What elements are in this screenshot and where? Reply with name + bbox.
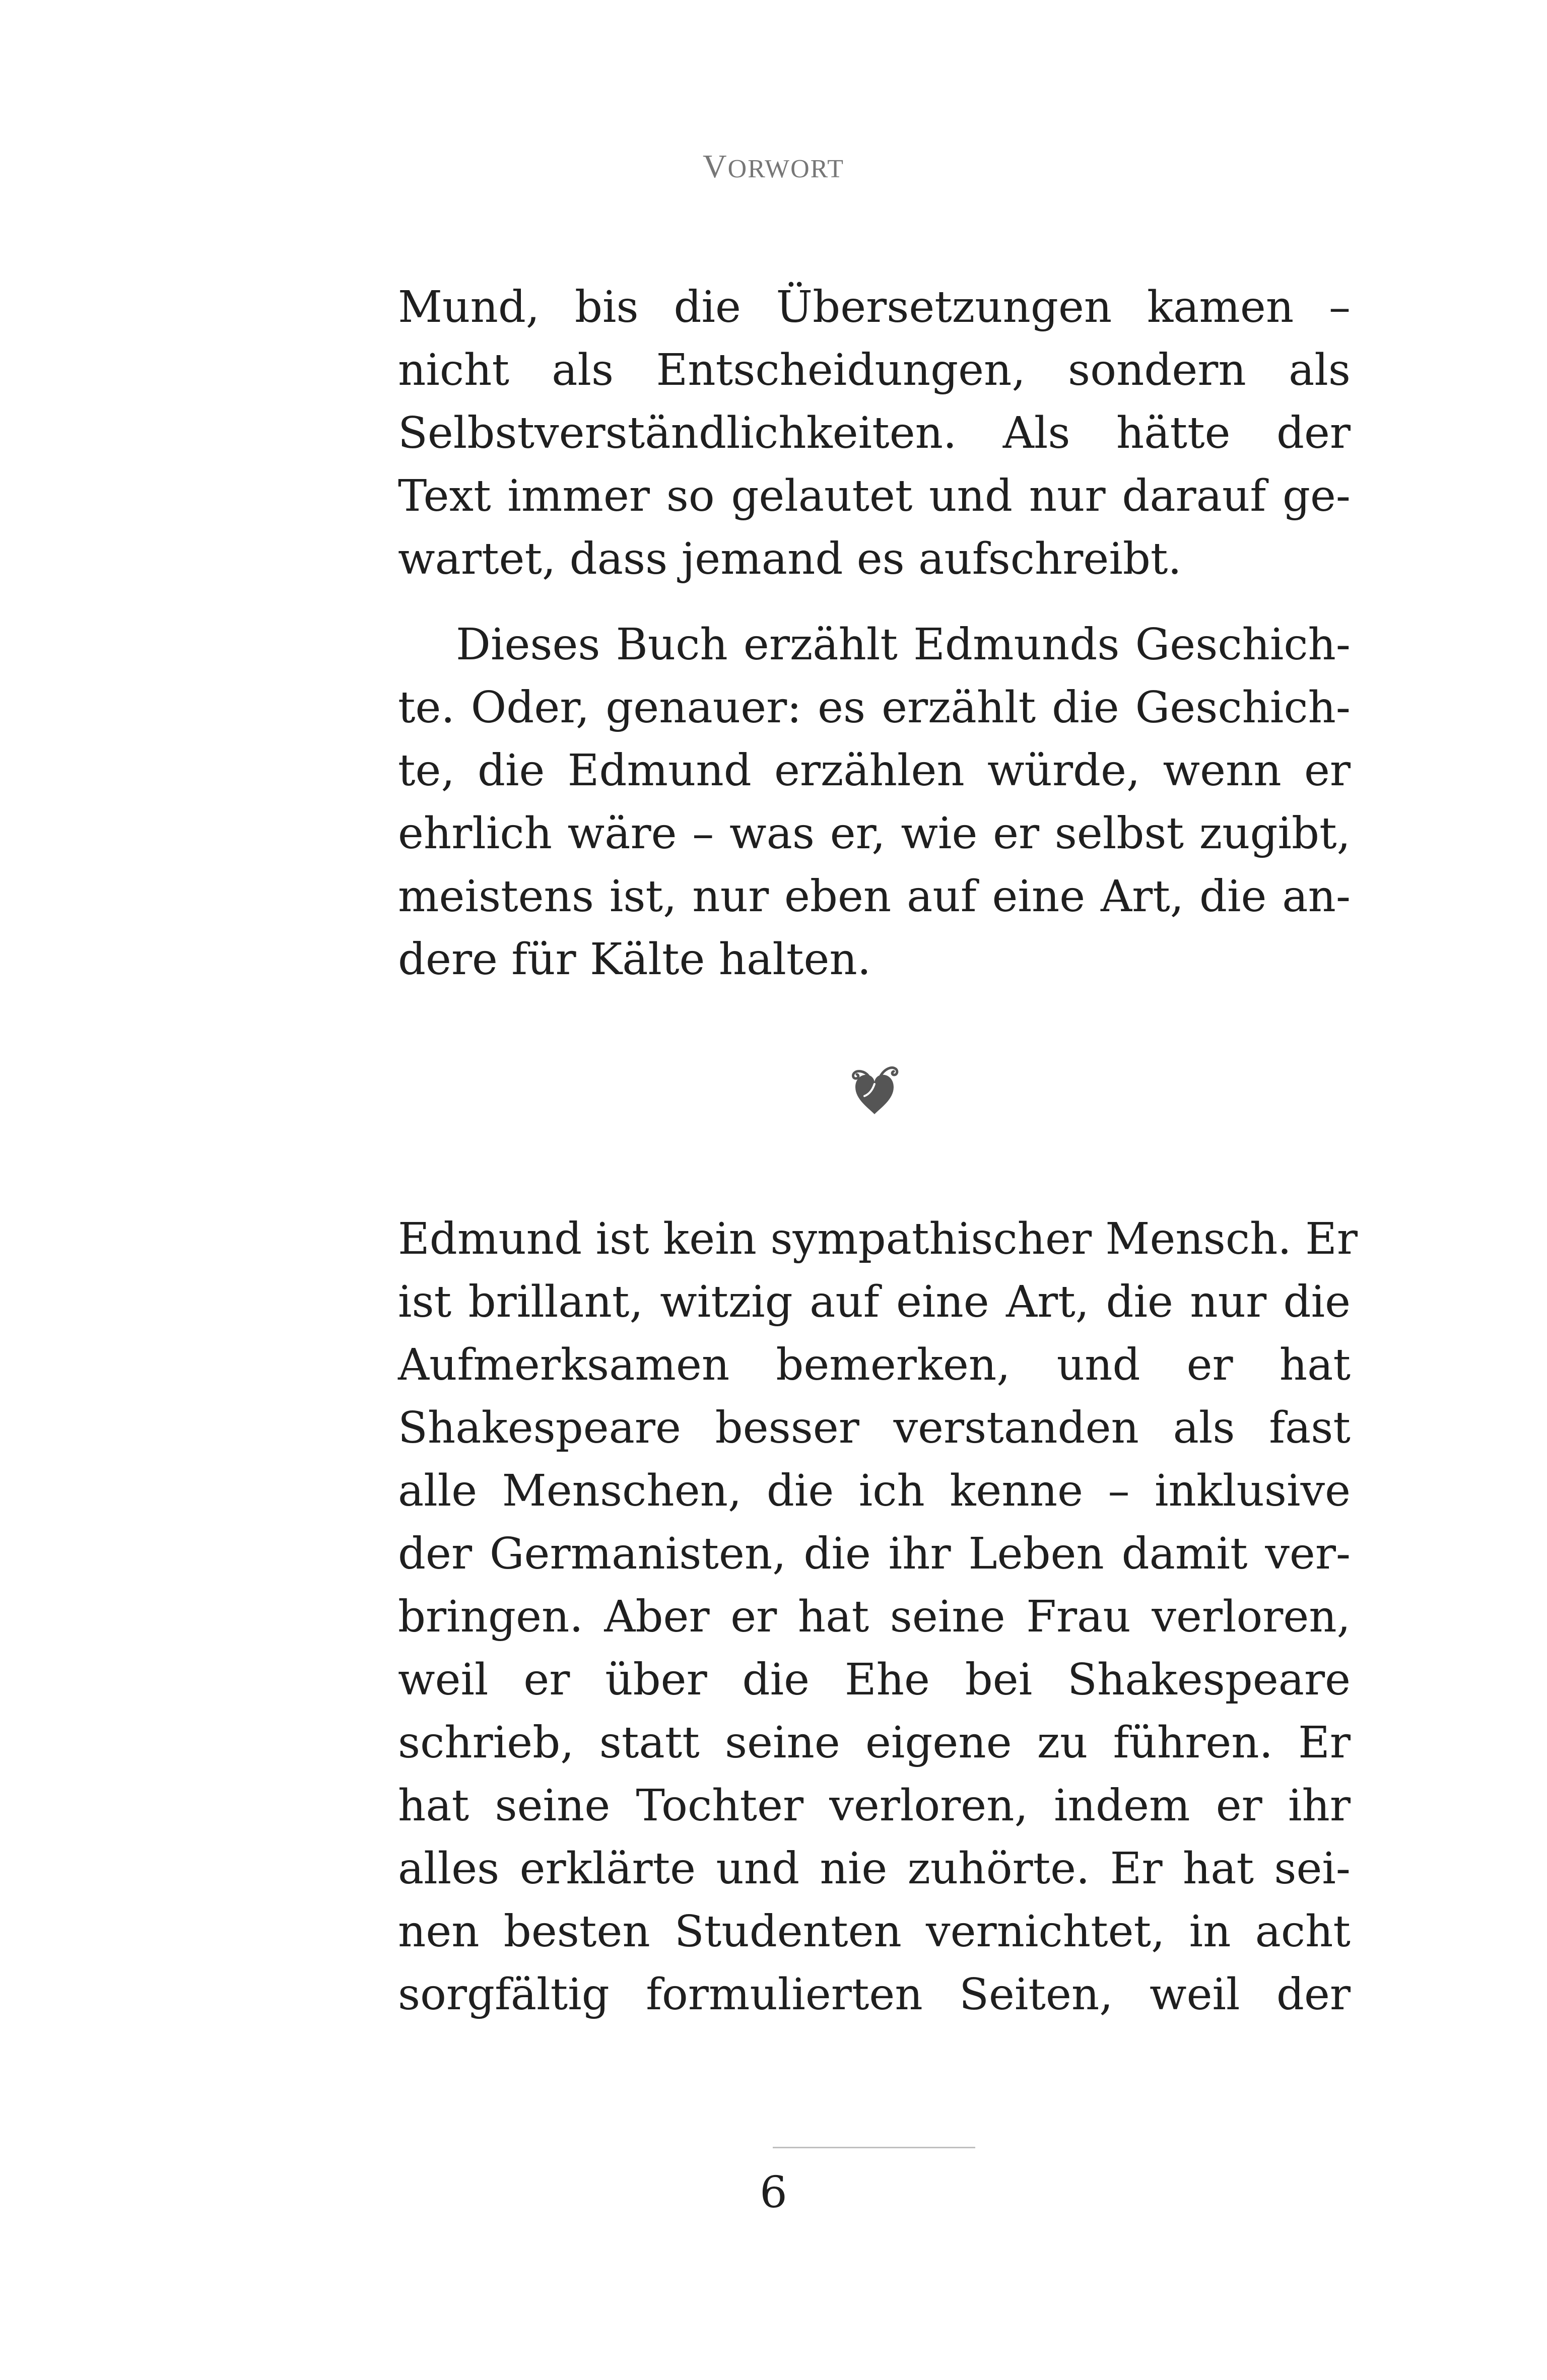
paragraph-line: Aufmerksamen bemerken, und er hat — [398, 1340, 1351, 1390]
paragraph-line: nen besten Studenten vernichtet, in acht — [398, 1907, 1351, 1957]
paragraph-1 — [398, 276, 1351, 591]
paragraph-line: te. Oder, genauer: es erzählt die Geschich- — [398, 683, 1351, 733]
paragraph-line: schrieb, statt seine eigene zu führen. Er — [398, 1718, 1351, 1768]
paragraph-line: Text immer so gelautet und nur darauf ge- — [398, 471, 1351, 521]
paragraph-line: nicht als Entscheidungen, sondern als — [398, 345, 1351, 395]
paragraph-line: Selbstverständlichkeiten. Als hätte der — [398, 408, 1351, 458]
paragraph-line: dere für Kälte halten. — [398, 934, 871, 985]
paragraph-line: alle Menschen, die ich kenne – inklusive — [398, 1466, 1351, 1516]
paragraph-2 — [398, 614, 1351, 991]
running-head-rest: ORWORT — [727, 155, 844, 183]
paragraph-3 — [398, 1208, 1358, 2026]
paragraph-line: bringen. Aber er hat seine Frau verloren, — [398, 1592, 1351, 1642]
paragraph-line: der Germanisten, die ihr Leben damit ver- — [398, 1529, 1351, 1579]
paragraph-line: meistens ist, nur eben auf eine Art, die an- — [398, 871, 1351, 922]
fleuron-heart-shape — [855, 1075, 894, 1114]
paragraph-line: ehrlich wäre – was er, wie er selbst zugibt, — [398, 808, 1351, 859]
paragraph-line: te, die Edmund erzählen würde, wenn er — [398, 745, 1351, 796]
fleuron-right-tendril — [881, 1068, 897, 1076]
paragraph-line: alles erklärte und nie zuhörte. Er hat sei- — [398, 1844, 1351, 1894]
running-head — [0, 150, 1547, 183]
page-number: 6 — [760, 2167, 787, 2218]
paragraph-line: Mund, bis die Übersetzungen kamen – — [398, 282, 1351, 332]
paragraph-line: hat seine Tochter verloren, indem er ihr — [398, 1781, 1351, 1831]
paragraph-line: wartet, dass jemand es aufschreibt. — [398, 534, 1182, 584]
folio-divider — [773, 2147, 975, 2148]
paragraph-line: Shakespeare besser verstanden als fast — [398, 1403, 1351, 1453]
paragraph-line: sorgfältig formulierten Seiten, weil der — [398, 1969, 1351, 2020]
paragraph-line: ist brillant, witzig auf eine Art, die nur die — [398, 1277, 1351, 1327]
paragraph-line: weil er über die Ehe bei Shakespeare — [398, 1655, 1351, 1705]
paragraph-line: Dieses Buch erzählt Edmunds Geschich- — [456, 620, 1351, 670]
paragraph-line: Edmund ist kein sympathischer Mensch. Er — [398, 1214, 1358, 1264]
fleuron-heart-svg — [849, 1062, 900, 1117]
fleuron-heart-icon — [849, 1062, 900, 1117]
running-head-initial: V — [703, 148, 728, 185]
